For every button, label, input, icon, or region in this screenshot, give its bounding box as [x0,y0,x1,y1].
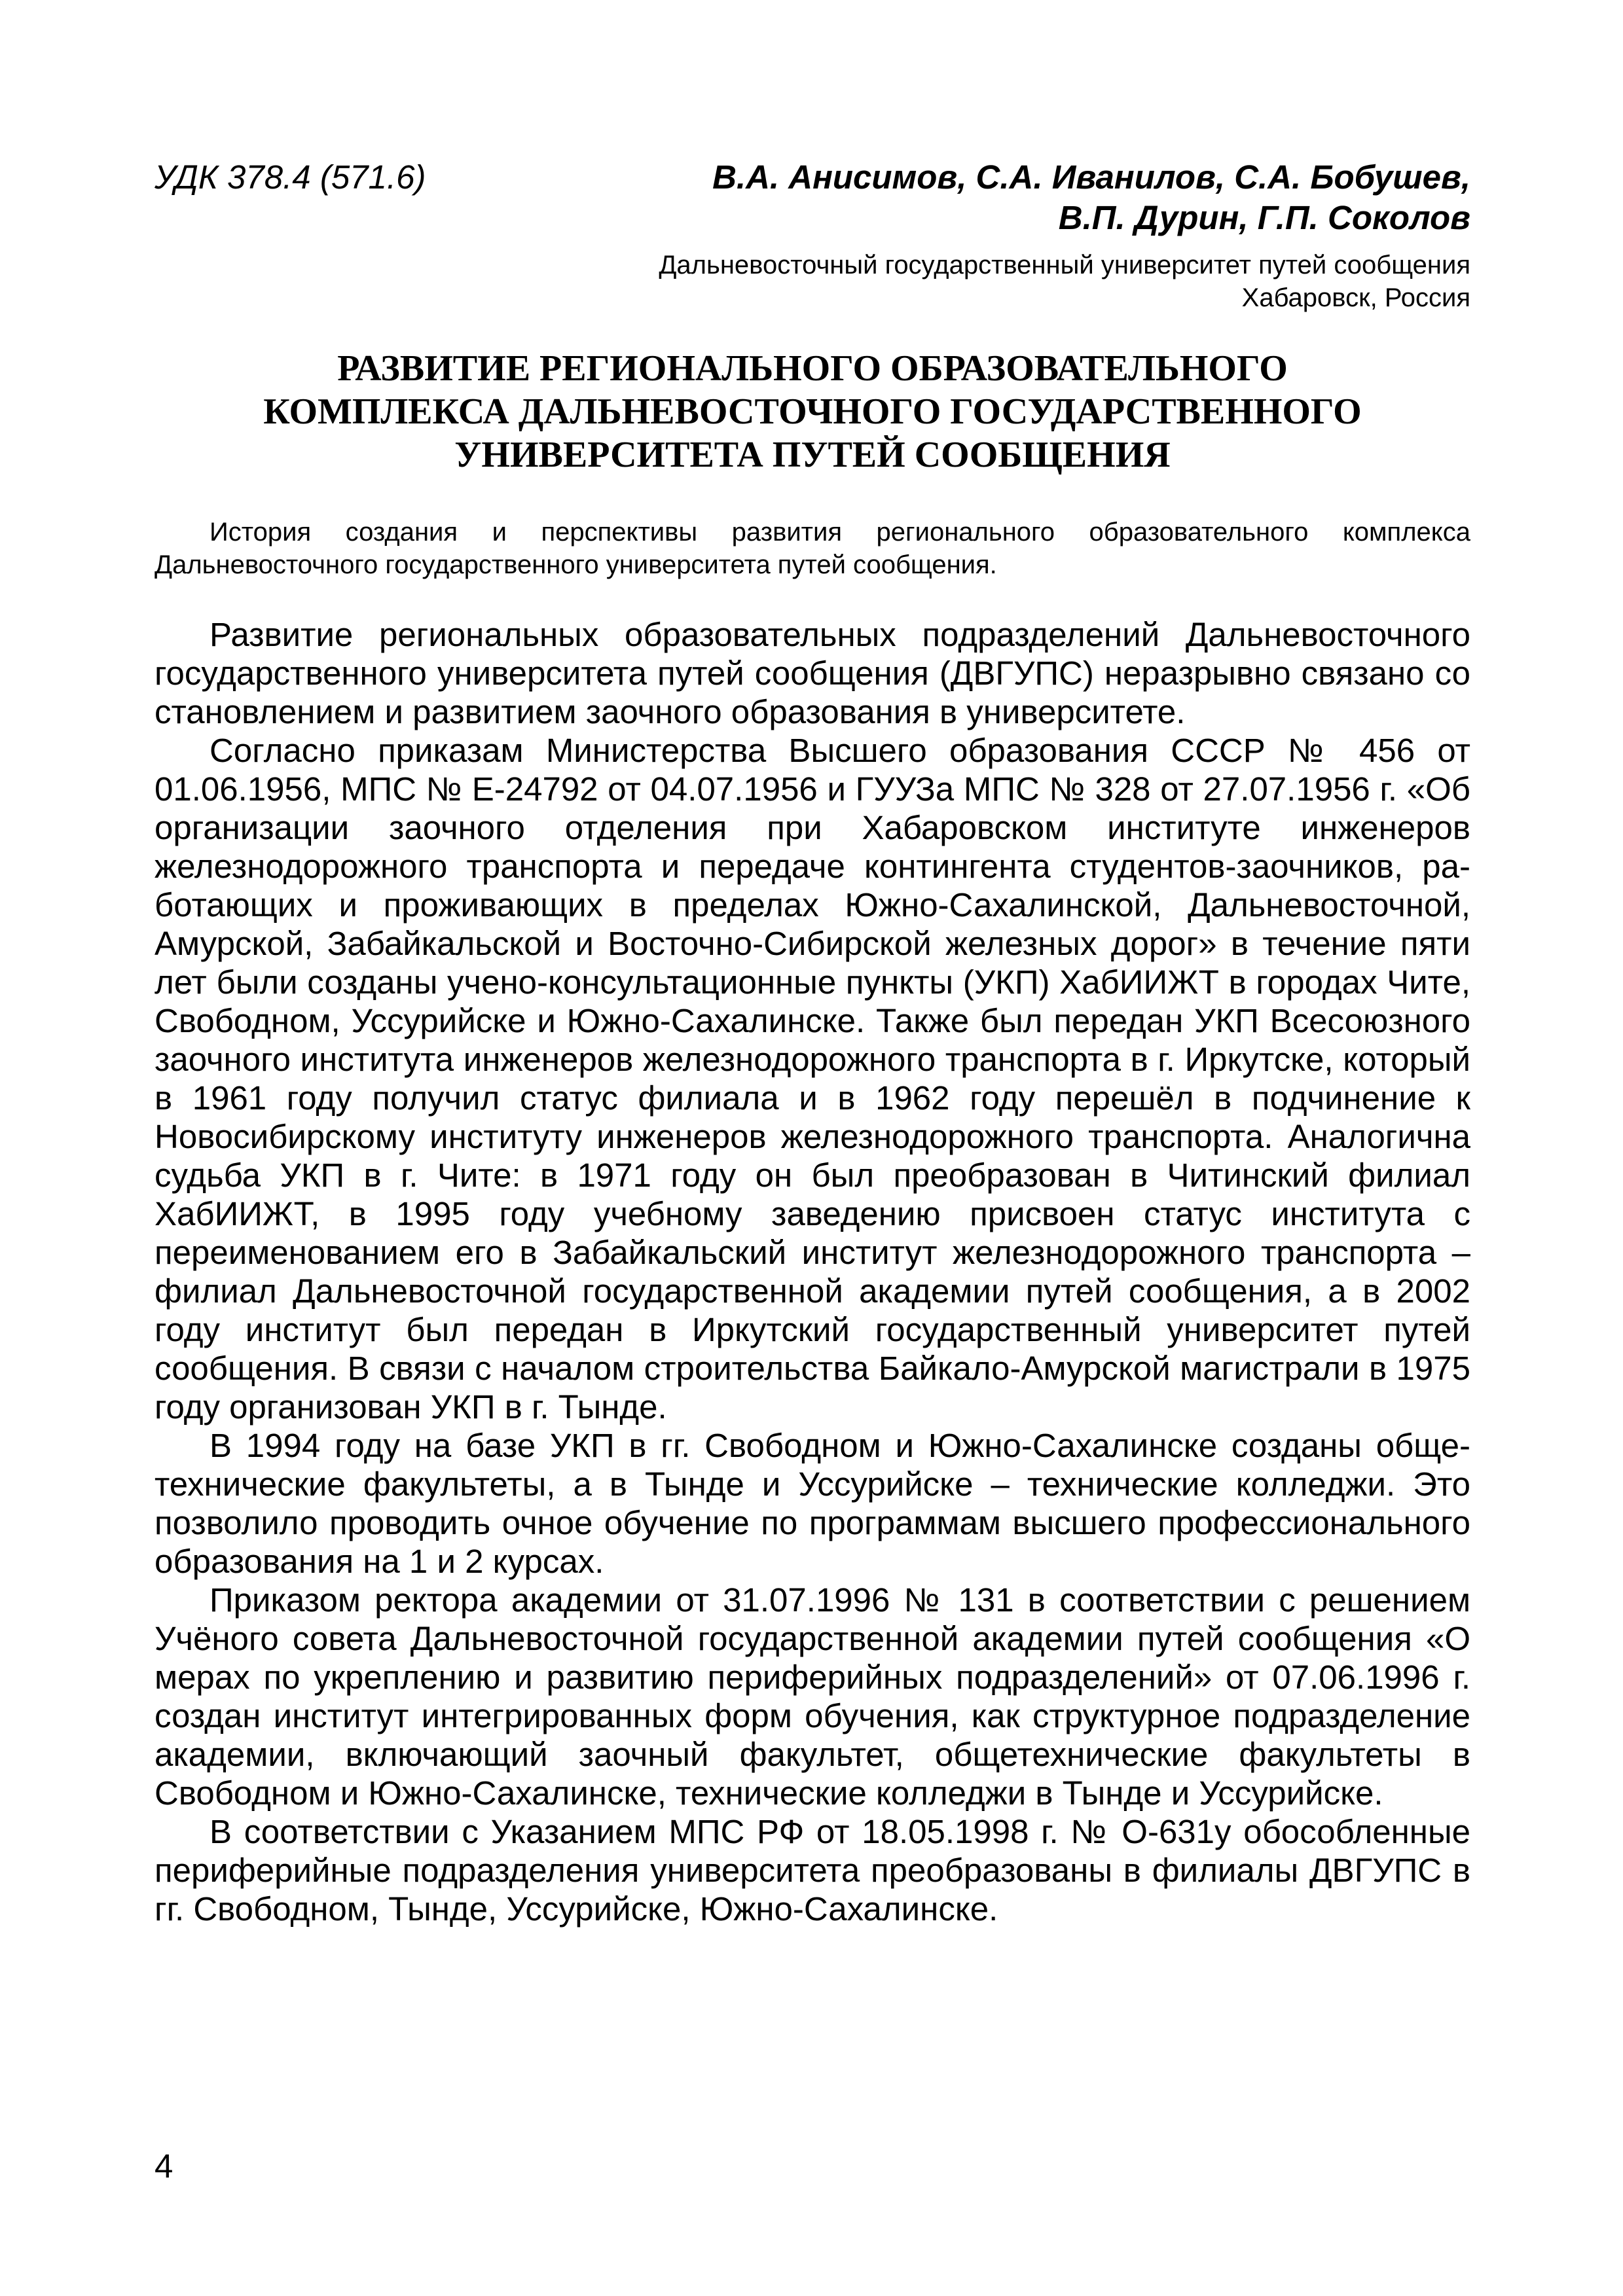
page-content [155,157,1470,1928]
paragraph: Развитие региональных образовательных подразделений Дальневосточного государственного университета путей сообщения (ДВГУПС) неразрывно связано со становлением и развитием заочного образования в университете. [155,616,1470,730]
affiliation [155,249,1470,314]
paragraph: Согласно приказам Министерства Высшего образования СССР № 456 от 01.06.1956, МПС № Е-24792 от 04.07.1956 и ГУУЗа МПС № 328 от 27.07.1956 г. «Об организации заочного отделения при Хабаровском институте инженеров железнодорожного транспорта и передаче контингента студентов-заочников, работающих и проживающих в пределах Южно-Сахалинской, Дальневосточной, Амурской, Забайкальской и Восточно-Сибирской железных дорог» в течение пяти лет были созданы учено-консультационные пункты (УКП) ХабИИЖТ в городах Чите, Свободном, Уссурийске и Южно-Сахалинске. Также был передан УКП Всесоюзного заочного института инженеров железнодорожного транспорта в г. Иркутске, который в 1961 году получил статус филиала и в 1962 году перешёл в подчинение к Новосибирскому институту инженеров железнодорожного транспорта. Аналогична судьба УКП в г. Чите: в 1971 году он был преобразован в Читинский филиал ХабИИЖТ, в 1995 году учебному заведению присвоен статус института с переименованием его в Забайкальский институт железнодорожного транспорта – филиал Дальневосточной государственной академии путей сообщения, а в 2002 году институт был передан в Иркутский государственный университет путей сообщения. В связи с началом строительства Байкало-Амурской магистрали в 1975 году организован УКП в г. Тынде. [155,732,1470,1426]
article-title: РАЗВИТИЕ РЕГИОНАЛЬНОГО ОБРАЗОВАТЕЛЬНОГО КОМПЛЕКСА ДАЛЬНЕВОСТОЧНОГО ГОСУДАРСТВЕННОГО УНИВЕРСИТЕТА ПУТЕЙ СООБЩЕНИЯ [263,348,1362,475]
affiliation-line-2: Хабаровск, Россия [1241,283,1470,312]
article-header [155,157,1470,249]
abstract: История создания и перспективы развития регионального образовательного комплекса Дальневосточного государственного университета путей сообщения. [155,518,1470,579]
authors-line-2: В.П. Дурин, Г.П. Соколов [1058,199,1470,236]
body-text [155,615,1470,1928]
page-number: 4 [155,2147,173,2185]
paragraph: В соответствии с Указанием МПС РФ от 18.05.1998 г. № О-631у обособленные периферийные подразделения университета преобразованы в филиалы ДВГУПС в гг. Свободном, Тынде, Уссурийске, Южно-Сахалинске. [155,1813,1470,1928]
affiliation-line-1: Дальневосточный государственный университет путей сообщения [659,251,1470,279]
authors-line-1: В.А. Анисимов, С.А. Иванилов, С.А. Бобушев, [712,158,1470,196]
paragraph: В 1994 году на базе УКП в гг. Свободном и Южно-Сахалинске созданы общетехнические факультеты, а в Тынде и Уссурийске – технические колледжи. Это позволило проводить очное обучение по программам высшего профессионального образования на 1 и 2 курсах. [155,1427,1470,1580]
udk-code: УДК 378.4 (571.6) [155,158,426,196]
authors [619,157,1470,238]
paragraph: Приказом ректора академии от 31.07.1996 № 131 в соответствии с решением Учёного совета Дальневосточной государственной академии путей сообщения «О мерах по укреплению и развитию периферийных подразделений» от 07.06.1996 г. создан институт интегрированных форм обучения, как структурное подразделение академии, включающий заочный факультет, общетехнические факультеты в Свободном и Южно-Сахалинске, технические колледжи в Тынде и Уссурийске. [155,1581,1470,1812]
